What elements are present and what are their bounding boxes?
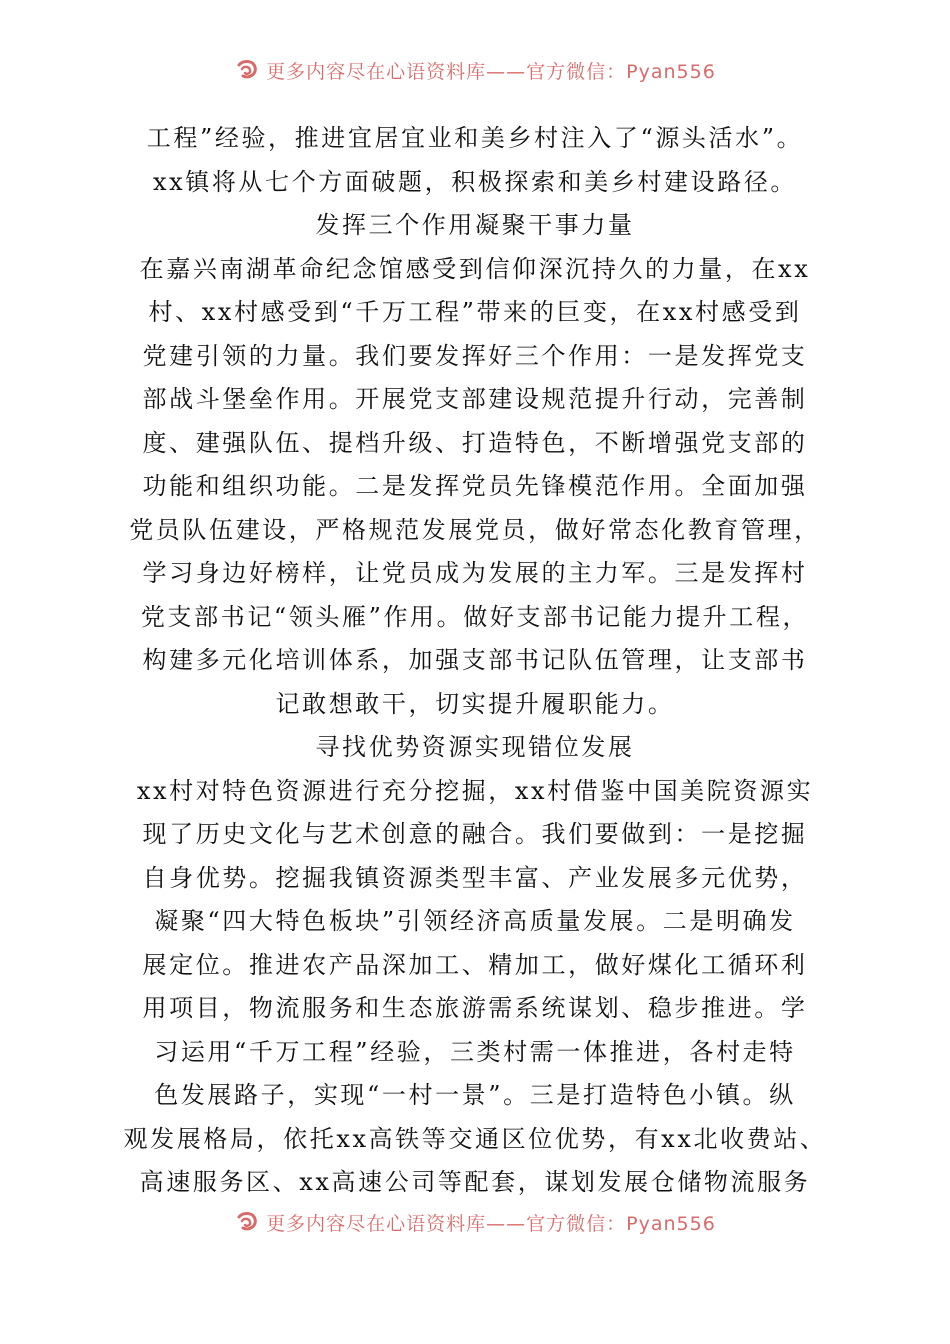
body-line: 凝聚“四大特色板块”引领经济高质量发展。二是明确发 — [154, 907, 796, 935]
body-line: 高速服务区、xx高速公司等配套，谋划发展仓储物流服务 — [139, 1168, 811, 1196]
body-line: 记敢想敢干，切实提升履职能力。 — [275, 690, 675, 718]
body-line: 现了历史文化与艺术创意的融合。我们要做到：一是挖掘 — [142, 820, 808, 848]
body-line: 工程”经验，推进宜居宜业和美乡村注入了“源头活水”。 — [146, 124, 804, 152]
body-line: xx镇将从七个方面破题，积极探索和美乡村建设路径。 — [152, 168, 798, 196]
body-line: 党支部书记“领头雁”作用。做好支部书记能力提升工程， — [140, 603, 810, 631]
body-line: 展定位。推进农产品深加工、精加工，做好煤化工循环利 — [142, 951, 808, 979]
body-line: 色发展路子，实现“一村一景”。三是打造特色小镇。纵 — [154, 1081, 796, 1109]
body-line: 自身优势。挖掘我镇资源类型丰富、产业发展多元优势， — [142, 864, 808, 892]
body-line: 学习身边好榜样，让党员成为发展的主力军。三是发挥村 — [142, 559, 808, 587]
body-line: 村、xx村感受到“千万工程”带来的巨变，在xx村感受到 — [148, 298, 802, 326]
section-heading: 寻找优势资源实现错位发展 — [315, 733, 635, 761]
body-line: 用项目，物流服务和生态旅游需系统谋划、稳步推进。学 — [142, 994, 808, 1022]
body-line: 党建引领的力量。我们要发挥好三个作用：一是发挥党支 — [142, 342, 808, 370]
section-heading: 发挥三个作用凝聚干事力量 — [315, 211, 635, 239]
body-line: 观发展格局，依托xx高铁等交通区位优势，有xx北收费站、 — [123, 1125, 827, 1153]
body-line: 度、建强队伍、提档升级、打造特色，不断增强党支部的 — [142, 429, 808, 457]
body-line: 部战斗堡垒作用。开展党支部建设规范提升行动，完善制 — [142, 385, 808, 413]
body-line: 习运用“千万工程”经验，三类村需一体推进，各村走特 — [154, 1038, 796, 1066]
body-line: 构建多元化培训体系，加强支部书记队伍管理，让支部书 — [142, 646, 808, 674]
watermark-bottom — [0, 1206, 950, 1238]
brand-logo-icon — [234, 1209, 260, 1235]
body-line: 功能和组织功能。二是发挥党员先锋模范作用。全面加强 — [142, 472, 808, 500]
watermark-text-bottom: 更多内容尽在心语资料库——官方微信：Pyan556 — [266, 1212, 716, 1235]
body-line: 党员队伍建设，严格规范发展党员，做好常态化教育管理， — [129, 516, 821, 544]
watermark-top — [0, 54, 950, 86]
watermark-text-top: 更多内容尽在心语资料库——官方微信：Pyan556 — [266, 60, 716, 83]
body-line: 在嘉兴南湖革命纪念馆感受到信仰深沉持久的力量，在xx — [139, 255, 811, 283]
body-line: xx村对特色资源进行充分挖掘，xx村借鉴中国美院资源实 — [136, 777, 814, 805]
brand-logo-icon — [234, 57, 260, 83]
